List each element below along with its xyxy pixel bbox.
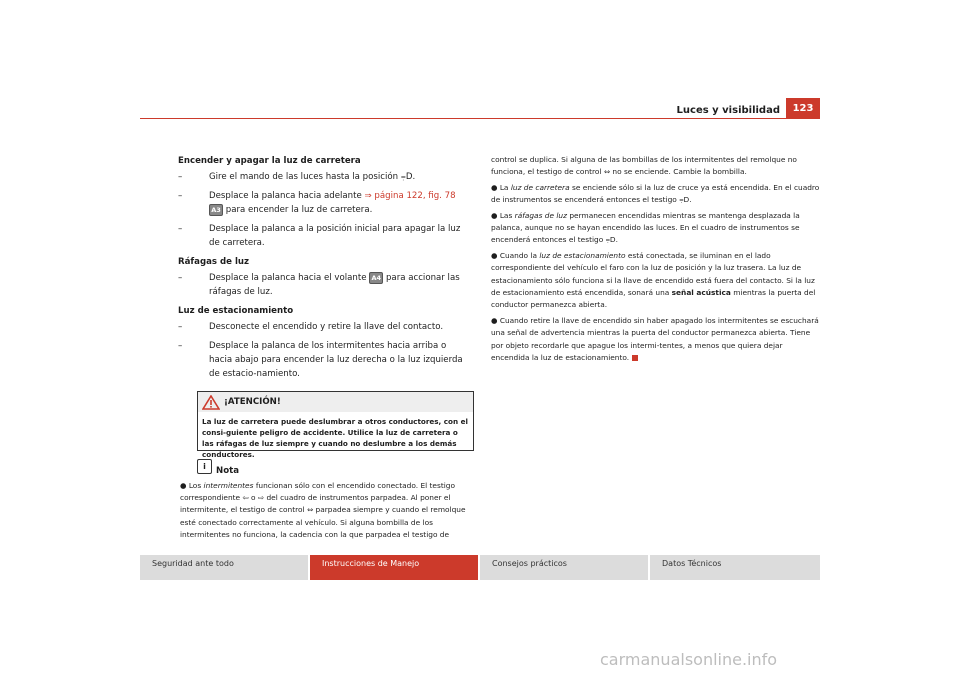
note-paragraph: control se duplica. Si alguna de las bombillas de los intermitentes del remolque no funciona, el testigo de control ⇔ no se enciende. Cambie la bombilla. xyxy=(491,155,797,177)
section-heading-parking: Luz de estacionamiento xyxy=(178,306,294,316)
turn-left-icon: ⇦ xyxy=(242,493,249,503)
section-heading-high-beam: Encender y apagar la luz de carretera xyxy=(178,156,361,166)
note-paragraph: ● Las ráfagas de luz permanecen encendidas mientras se mantenga desplazada la palanca, aunque no se hayan encendido las luces. En el cuadro de instrumentos se encenderá entonces el testigo ⩦D. xyxy=(491,210,800,245)
tab-datos-tecnicos[interactable]: Datos Técnicos xyxy=(650,555,820,580)
watermark: carmanualsonline.info xyxy=(600,650,778,669)
tab-seguridad[interactable]: Seguridad ante todo xyxy=(140,555,308,580)
end-of-section-icon xyxy=(632,355,638,361)
warning-triangle-icon xyxy=(202,395,220,410)
note-title: Nota xyxy=(216,466,240,476)
trailer-turn-icon: ⇔ xyxy=(306,505,314,515)
tab-consejos[interactable]: Consejos prácticos xyxy=(480,555,648,580)
warning-box xyxy=(197,391,474,459)
headlight-symbol-icon: ⩦D xyxy=(400,172,413,182)
headlight-symbol-icon: ⩦D xyxy=(605,235,616,245)
left-column xyxy=(178,154,470,386)
trailer-turn-icon: ⇔ xyxy=(603,167,611,177)
step-item: – Gire el mando de las luces hasta la posición ⩦D. xyxy=(178,172,416,182)
warning-text: La luz de carretera puede deslumbrar a otros conductores, con el consi-guiente peligro de accidente. Utilice la luz de carretera o las ráfagas de luz siempre y cuando no deslumbre a los demás conductores. xyxy=(202,417,468,459)
note-paragraph: ● Los intermitentes funcionan sólo con el encendido conectado. El testigo correspondiente ⇦ o ⇨ del cuadro de instrumentos parpadea. Al poner el intermitente, el testigo de control ⇔ parpadea siempre y cuando el remolque esté conectado correctamente al vehículo. Si alguna bombilla de los intermitentes no funciona, la cadencia con la que parpadea el testigo de xyxy=(180,481,466,539)
callout-badge: A4 xyxy=(369,272,383,284)
step-item: – Desplace la palanca hacia adelante ⇒ página 122, fig. 78 A3 para encender la luz de carretera. xyxy=(178,191,456,215)
header-rule xyxy=(140,118,820,119)
note-paragraph: ● La luz de carretera se enciende sólo si la luz de cruce ya está encendida. En el cuadro de instrumentos se encenderá entonces el testigo ⩦D. xyxy=(491,182,820,205)
headlight-symbol-icon: ⩦D xyxy=(679,195,690,205)
note-paragraph: ● Cuando la luz de estacionamiento está conectada, se iluminan en el lado correspondiente del vehículo el faro con la luz de posición y la luz trasera. La luz de estacionamiento sólo funciona si la llave de encendido está fuera del contacto. Si la luz de estacionamiento está encendida, sonará una señal acústica mientras la puerta del conductor permanezca abierta. xyxy=(491,250,816,310)
warning-title: ¡ATENCIÓN! xyxy=(224,397,281,407)
step-item: – Desplace la palanca a la posición inicial para apagar la luz de carretera. xyxy=(178,224,461,248)
step-item: – Desplace la palanca de los intermitentes hacia arriba o hacia abajo para encender la luz derecha o la luz izquierda de estacio-namiento. xyxy=(178,341,463,379)
page-reference-link[interactable]: ⇒ página 122, fig. 78 xyxy=(364,191,456,201)
step-item: – Desconecte el encendido y retire la llave del contacto. xyxy=(178,322,444,332)
turn-right-icon: ⇨ xyxy=(257,493,265,503)
chapter-title: Luces y visibilidad xyxy=(676,105,780,116)
right-column xyxy=(491,154,821,368)
section-heading-flash: Ráfagas de luz xyxy=(178,257,250,267)
callout-badge: A3 xyxy=(209,204,223,216)
tab-instrucciones[interactable]: Instrucciones de Manejo xyxy=(310,555,478,580)
step-item: – Desplace la palanca hacia el volante A4 para accionar las ráfagas de luz. xyxy=(178,273,460,297)
note-icon: i xyxy=(197,459,212,474)
page-number: 123 xyxy=(786,98,820,118)
warning-header xyxy=(198,392,473,412)
note-paragraph: ● Cuando retire la llave de encendido sin haber apagado los intermitentes se escuchará una señal de advertencia mientras la puerta del conductor permanezca abierta. Tiene por objeto recordarle que apague los intermi-tentes, a menos que quiera dejar encendida la luz de estacionamiento. xyxy=(491,315,819,363)
note-text xyxy=(180,480,472,544)
